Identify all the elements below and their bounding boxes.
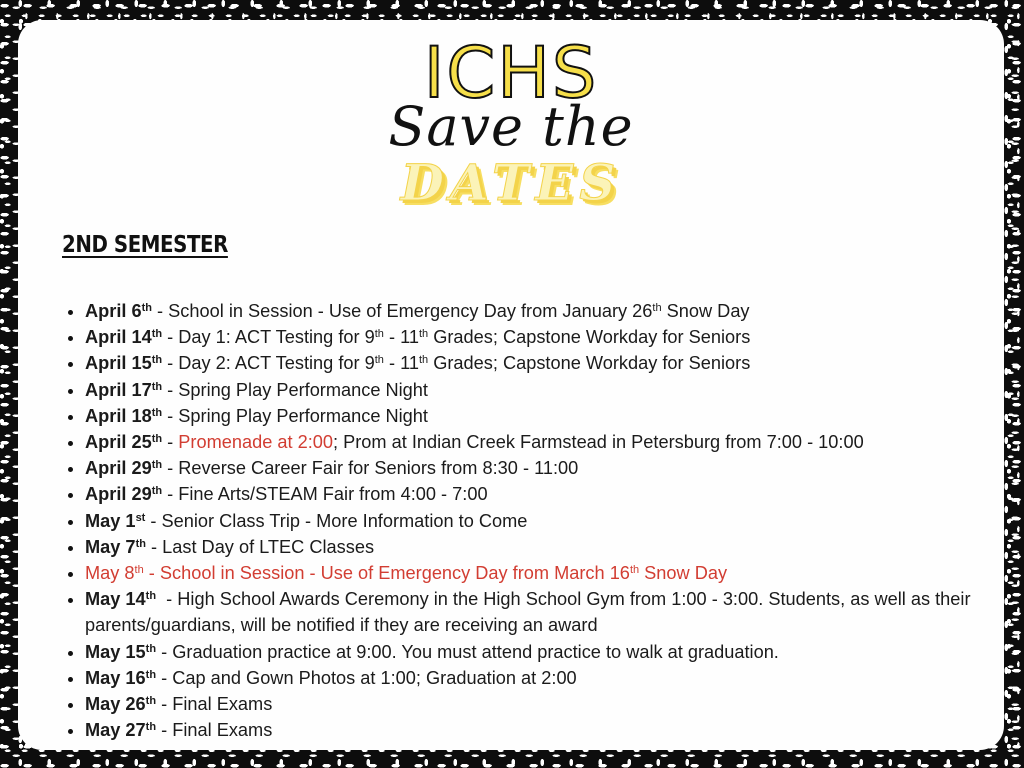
event-description: Fine Arts/STEAM Fair from 4:00 - 7:00 <box>178 484 488 505</box>
event-description: High School Awards Ceremony in the High School Gym from 1:00 - 3:00. Students, as well as their parents/guardians, will be notified if they are receiving an award <box>85 589 971 636</box>
event-date: April 6th <box>85 301 152 321</box>
list-item: • May 27th - Final Exams <box>85 717 1004 743</box>
event-description: Spring Play Performance Night <box>178 379 428 400</box>
event-highlight: Promenade at 2:00 <box>178 432 333 453</box>
list-item: • May 1st - Senior Class Trip - More Information to Come <box>85 508 1004 534</box>
event-description: Graduation practice at 9:00. You must attend practice to walk at graduation. <box>172 641 779 662</box>
event-date: May 1st <box>85 510 146 531</box>
event-description: School in Session - Use of Emergency Day from January 26 <box>168 301 653 321</box>
list-item: • April 29th - Fine Arts/STEAM Fair from 4:00 - 7:00 <box>85 481 1004 507</box>
event-description: Day 2: ACT Testing for 9 <box>178 353 375 374</box>
event-date: May 8th <box>85 563 144 584</box>
list-item: • May 14th - High School Awards Ceremony in the High School Gym from 1:00 - 3:00. Students, as well as their parents/guardians, will be notified if they are receiving an award <box>85 586 1004 638</box>
flyer-card <box>18 20 1004 750</box>
event-list <box>68 298 1004 743</box>
list-item: • April 18th - Spring Play Performance Night <box>85 403 1004 429</box>
event-description: School in Session - Use of Emergency Day from March 16 <box>159 563 630 584</box>
list-item: • May 8th - School in Session - Use of Emergency Day from March 16th Snow Day <box>85 560 1004 586</box>
event-description: Senior Class Trip - More Information to Come <box>161 510 528 531</box>
event-description: Day 1: ACT Testing for 9 <box>178 327 375 348</box>
event-description: Final Exams <box>172 720 273 741</box>
event-date: April 18th <box>85 405 163 426</box>
list-item: • May 7th - Last Day of LTEC Classes <box>85 534 1004 560</box>
event-description: Last Day of LTEC Classes <box>162 536 375 557</box>
event-description: Spring Play Performance Night <box>178 405 428 426</box>
event-date: May 16th <box>85 667 157 688</box>
logo-dates: DATES <box>400 153 622 212</box>
list-item: • April 29th - Reverse Career Fair for Seniors from 8:30 - 11:00 <box>85 455 1004 481</box>
event-date: May 15th <box>85 641 157 662</box>
logo-ichs: ICHS <box>423 32 599 114</box>
event-date: April 14th <box>85 327 163 348</box>
event-date: May 26th <box>85 694 157 715</box>
list-item: • April 17th - Spring Play Performance Night <box>85 377 1004 403</box>
event-date: May 7th <box>85 536 146 557</box>
event-date: April 25th <box>85 432 163 453</box>
event-date: May 14th <box>85 589 157 610</box>
list-item: • April 6th - School in Session - Use of Emergency Day from January 26th Snow Day <box>85 298 1004 324</box>
logo-save-the: Save the <box>388 95 634 158</box>
event-description: Reverse Career Fair for Seniors from 8:30 - 11:00 <box>178 458 579 479</box>
event-date: April 17th <box>85 379 163 400</box>
event-description: ; Prom at Indian Creek Farmstead in Petersburg from 7:00 - 10:00 <box>332 432 864 453</box>
event-date: April 29th <box>85 458 163 479</box>
event-date: April 29th <box>85 484 163 505</box>
event-date: April 15th <box>85 353 163 374</box>
list-item: • April 25th - Promenade at 2:00; Prom at Indian Creek Farmstead in Petersburg from 7:00 - 10:00 <box>85 429 1004 455</box>
list-item: • May 26th - Final Exams <box>85 691 1004 717</box>
event-date: May 27th <box>85 720 157 741</box>
list-item: • May 15th - Graduation practice at 9:00. You must attend practice to walk at graduation. <box>85 639 1004 665</box>
list-item: • April 15th - Day 2: ACT Testing for 9th - 11th Grades; Capstone Workday for Seniors <box>85 350 1004 376</box>
list-item: • May 16th - Cap and Gown Photos at 1:00; Graduation at 2:00 <box>85 665 1004 691</box>
section-title: 2ND SEMESTER <box>62 232 228 258</box>
event-description: Cap and Gown Photos at 1:00; Graduation at 2:00 <box>172 667 577 688</box>
event-description: Final Exams <box>172 694 273 715</box>
list-item: • April 14th - Day 1: ACT Testing for 9th - 11th Grades; Capstone Workday for Seniors <box>85 324 1004 350</box>
